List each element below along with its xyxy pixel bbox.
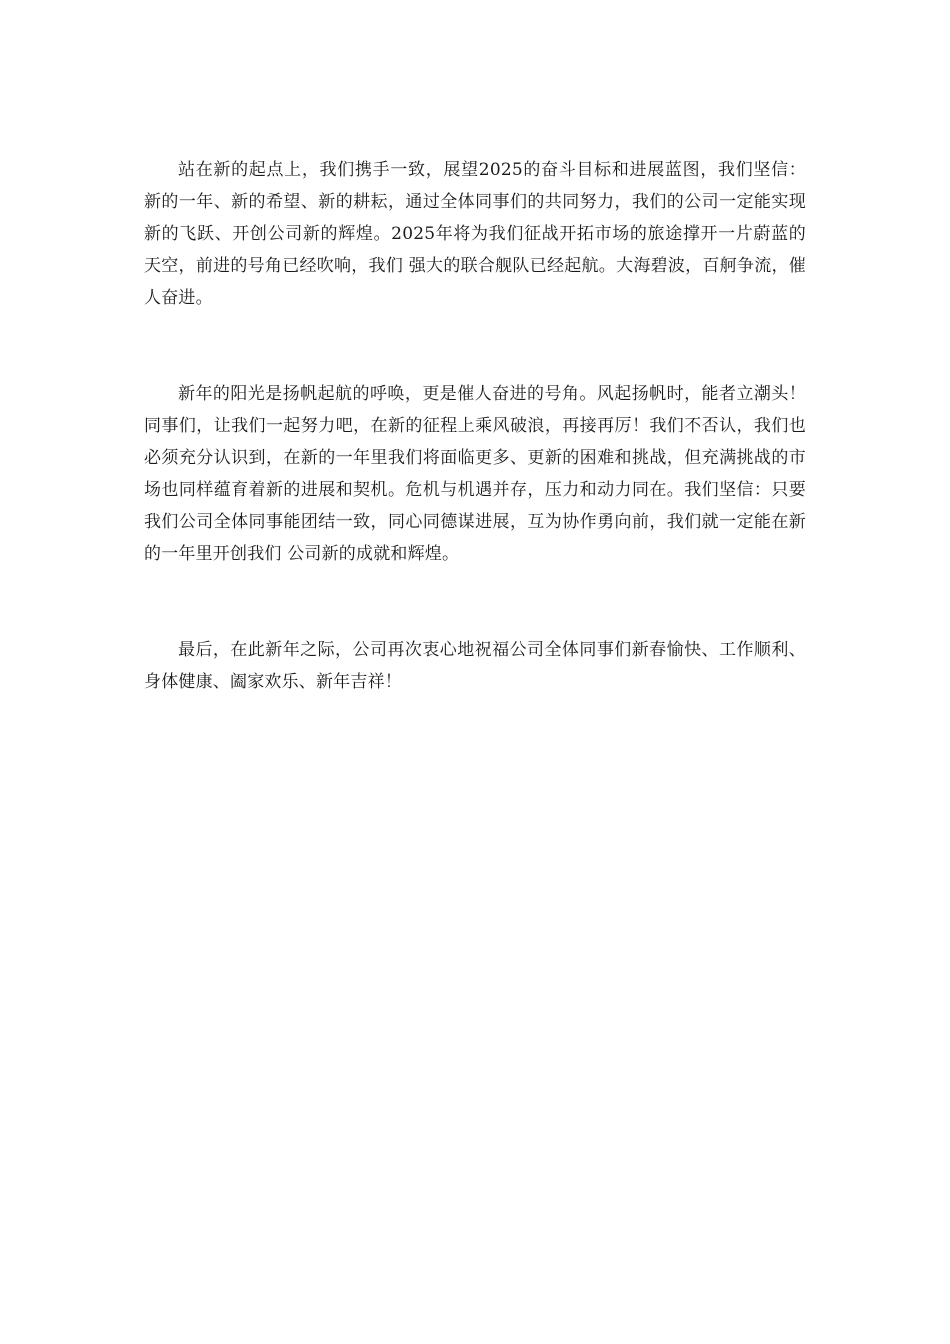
- paragraph-1: 站在新的起点上，我们携手一致，展望2025的奋斗目标和进展蓝图，我们坚信：新的一年、新的希望、新的耕耘，通过全体同事们的共同努力，我们的公司一定能实现新的飞跃、开创公司新的辉煌。2025年将为我们征战开拓市场的旅途撑开一片蔚蓝的天空，前进的号角已经吹响，我们 强大的联合舰队已经起航。大海碧波，百舸争流，催人奋进。: [144, 160, 806, 308]
- paragraph-2: 新年的阳光是扬帆起航的呼唤，更是催人奋进的号角。风起扬帆时，能者立潮头！同事们，让我们一起努力吧，在新的征程上乘风破浪，再接再厉！我们不否认，我们也必须充分认识到，在新的一年里我们将面临更多、更新的困难和挑战，但充满挑战的市场也同样蕴育着新的进展和契机。危机与机遇并存，压力和动力同在。我们坚信：只要我们公司全体同事能团结一致，同心同德谋进展，互为协作勇向前，我们就一定能在新的一年里开创我们 公司新的成就和辉煌。: [144, 384, 806, 564]
- paragraph-3: 最后，在此新年之际，公司再次衷心地祝福公司全体同事们新春愉快、工作顺利、身体健康、阖家欢乐、新年吉祥！: [144, 640, 806, 692]
- document-body: [144, 154, 806, 698]
